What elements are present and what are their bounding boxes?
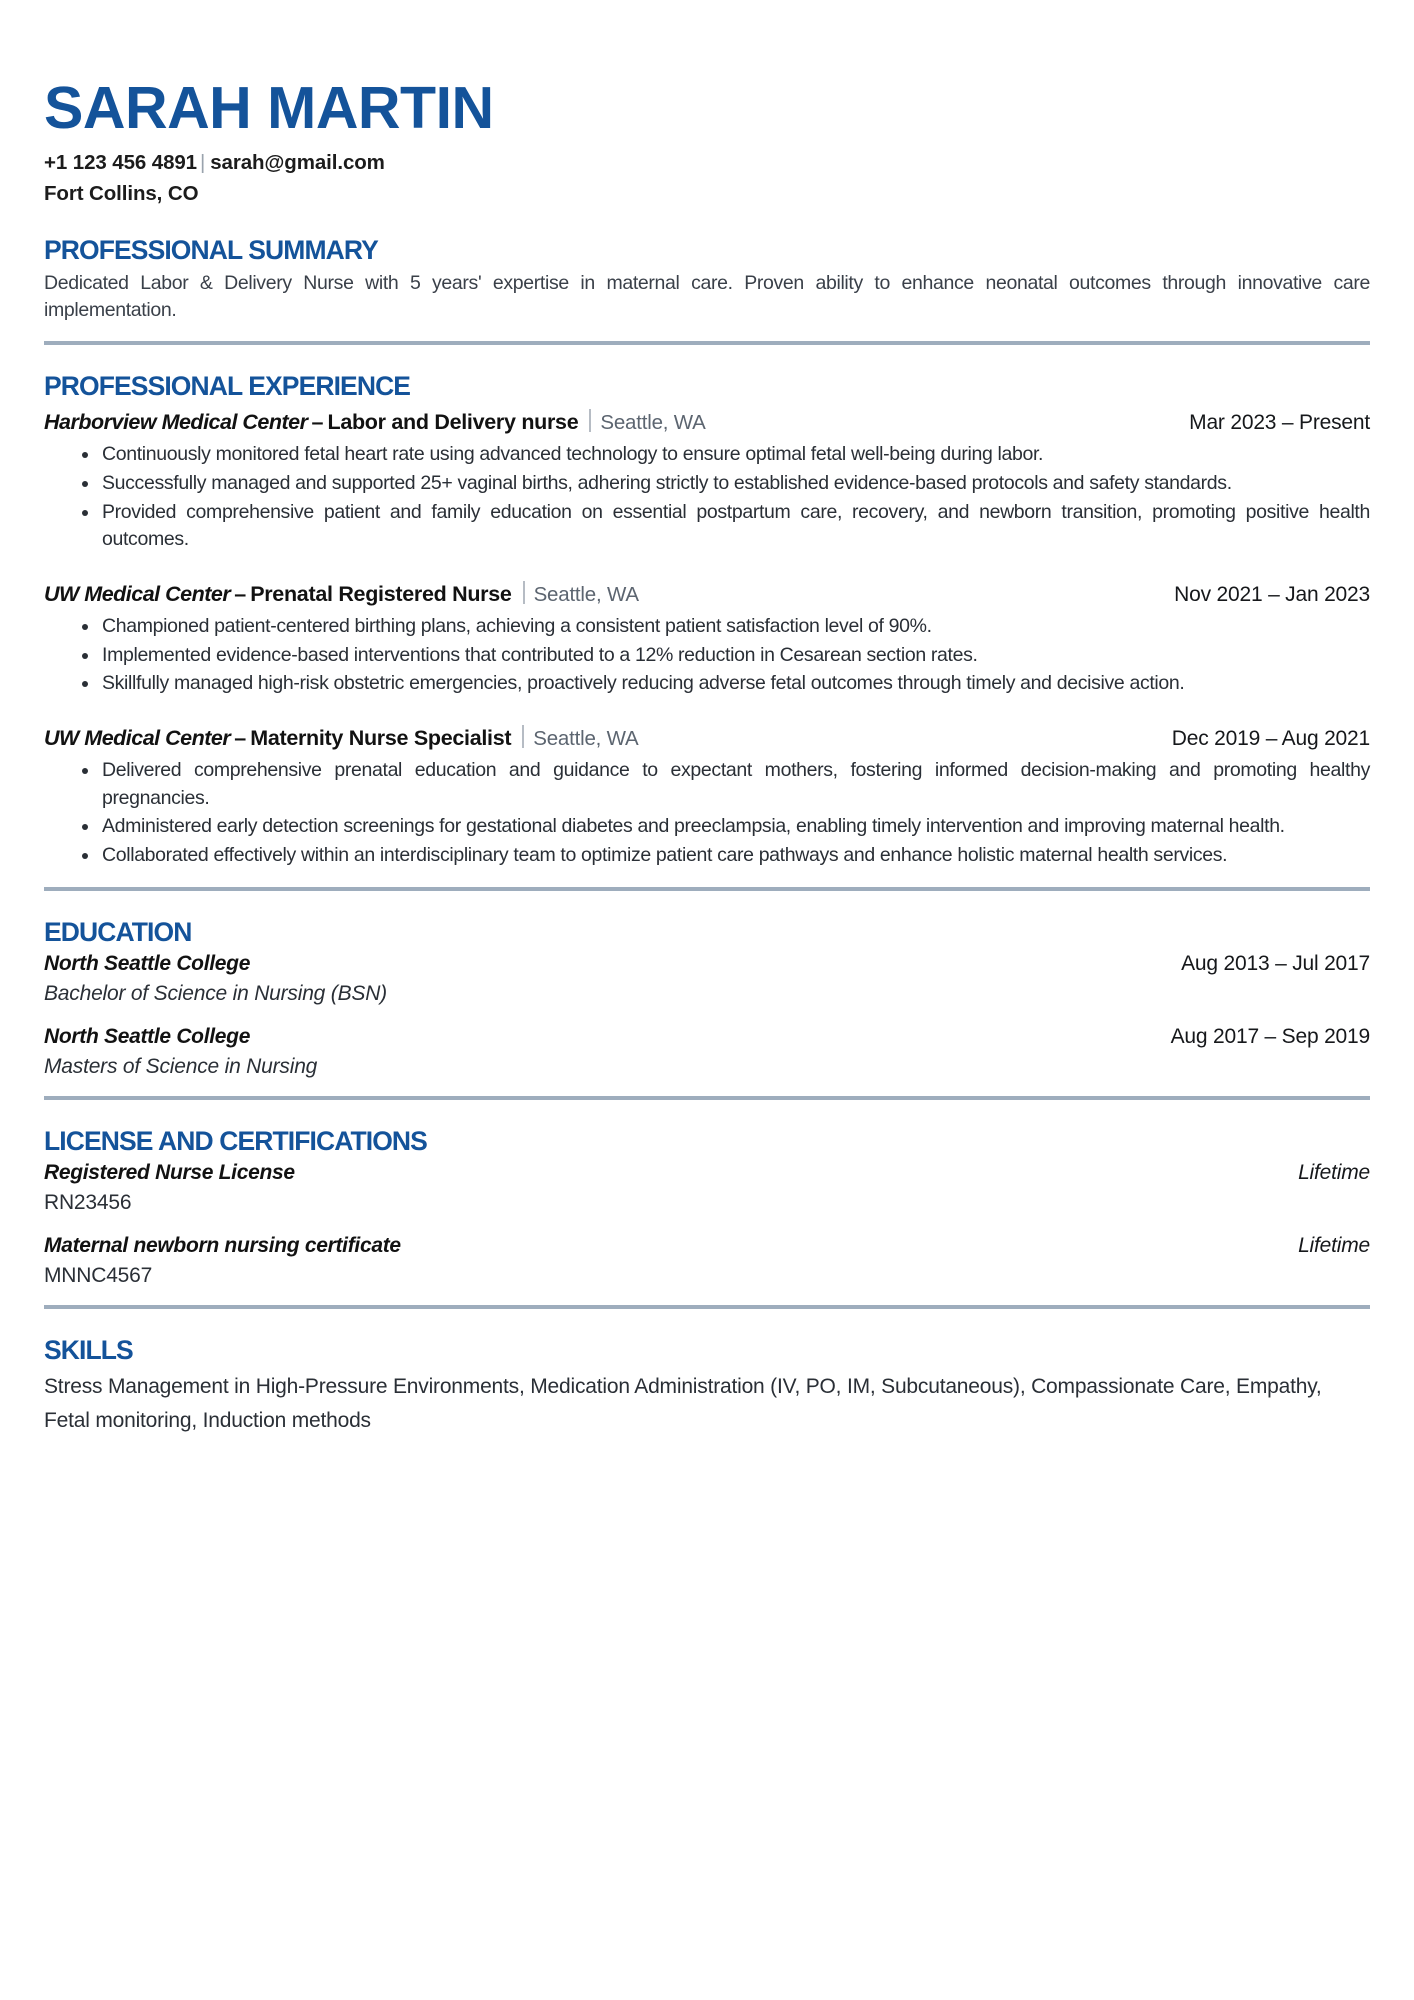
certification-entry (44, 1234, 1370, 1288)
job-bullet: Administered early detection screenings for gestational diabetes and preeclampsia, enabling timely intervention and improving maternal health. (80, 813, 1370, 841)
licenses-heading: LICENSE AND CERTIFICATIONS (44, 1125, 427, 1156)
job-role: Labor and Delivery nurse (327, 410, 579, 435)
certification-entry-header (44, 1234, 1370, 1258)
job-bullet: Skillfully managed high-risk obstetric emergencies, proactively reducing adverse fetal outcomes through timely and decisive action. (80, 670, 1370, 698)
school-name: North Seattle College (44, 951, 251, 975)
job-date: Dec 2019 – Aug 2021 (1171, 727, 1370, 751)
contact-separator: | (199, 150, 206, 174)
education-entry (44, 952, 1370, 1006)
job-location: Seattle, WA (533, 583, 639, 606)
divider (44, 887, 1370, 891)
divider (44, 341, 1370, 345)
location-text: Fort Collins, CO (44, 181, 199, 205)
experience-entry-title-group (44, 406, 1171, 435)
job-bullet-list (44, 613, 1370, 698)
skills-heading: SKILLS (44, 1334, 133, 1365)
job-date: Mar 2023 – Present (1189, 411, 1370, 435)
job-bullet: Successfully managed and supported 25+ vaginal births, adhering strictly to established evidence-based protocols and safety standards. (80, 470, 1370, 498)
resume-header (44, 75, 1370, 209)
job-bullet-list (44, 757, 1370, 870)
certification-id: MNNC4567 (44, 1263, 153, 1287)
phone-text: +1 123 456 4891 (44, 150, 197, 174)
certification-validity: Lifetime (1298, 1233, 1370, 1257)
job-bullet-list (44, 441, 1370, 554)
job-role: Prenatal Registered Nurse (250, 582, 512, 606)
title-dash: – (234, 582, 247, 606)
degree-name: Bachelor of Science in Nursing (BSN) (44, 981, 387, 1005)
education-entry-header (44, 1025, 1370, 1049)
email-text: sarah@gmail.com (210, 150, 385, 174)
section-skills (44, 1335, 1370, 1438)
job-bullet: Continuously monitored fetal heart rate using advanced technology to ensure optimal fetal well-being during labor. (80, 441, 1370, 469)
experience-entry (44, 406, 1370, 554)
certification-name: Registered Nurse License (44, 1160, 295, 1184)
vertical-separator-icon (589, 409, 591, 432)
divider (44, 1096, 1370, 1100)
job-bullet: Implemented evidence-based interventions that contributed to a 12% reduction in Cesarean section rates. (80, 642, 1370, 670)
section-license-certifications (44, 1126, 1370, 1309)
job-bullet: Provided comprehensive patient and family education on essential postpartum care, recovery, and newborn transition, promoting positive health outcomes. (80, 499, 1370, 554)
title-dash: – (311, 410, 324, 435)
section-education (44, 917, 1370, 1100)
certification-entry (44, 1161, 1370, 1215)
section-professional-experience (44, 371, 1370, 891)
contact-line (44, 148, 1370, 179)
vertical-separator-icon (523, 581, 525, 604)
job-role: Maternity Nurse Specialist (250, 726, 512, 751)
certification-validity: Lifetime (1298, 1160, 1370, 1184)
vertical-separator-icon (522, 725, 524, 748)
experience-entry-title-group (44, 578, 1156, 607)
school-name: North Seattle College (44, 1024, 251, 1048)
education-entry-header (44, 952, 1370, 976)
certification-id: RN23456 (44, 1190, 132, 1214)
education-heading: EDUCATION (44, 916, 192, 947)
job-location: Seattle, WA (533, 727, 639, 751)
degree-name: Masters of Science in Nursing (44, 1054, 318, 1078)
title-dash: – (234, 726, 247, 751)
job-bullet: Championed patient-centered birthing plans, achieving a consistent patient satisfaction level of 90%. (80, 613, 1370, 641)
experience-entry-header (44, 578, 1370, 607)
summary-text: Dedicated Labor & Delivery Nurse with 5 years' expertise in maternal care. Proven ability to enhance neonatal outcomes through innovative care implementation. (44, 272, 1370, 322)
summary-heading: PROFESSIONAL SUMMARY (44, 235, 378, 266)
education-date: Aug 2013 – Jul 2017 (1181, 951, 1370, 975)
experience-entry (44, 578, 1370, 698)
candidate-name: SARAH MARTIN (44, 75, 494, 141)
company-name: UW Medical Center (44, 726, 231, 751)
job-bullet: Delivered comprehensive prenatal education and guidance to expectant mothers, fostering informed decision-making and promoting healthy pregnancies. (80, 757, 1370, 812)
job-location: Seattle, WA (600, 411, 706, 435)
experience-heading: PROFESSIONAL EXPERIENCE (44, 371, 411, 402)
education-date: Aug 2017 – Sep 2019 (1170, 1024, 1370, 1048)
experience-entry-header (44, 406, 1370, 435)
education-entry (44, 1025, 1370, 1079)
company-name: UW Medical Center (44, 582, 231, 606)
divider (44, 1305, 1370, 1309)
job-bullet: Collaborated effectively within an interdisciplinary team to optimize patient care pathways and enhance holistic maternal health services. (80, 842, 1370, 870)
skills-text: Stress Management in High-Pressure Environments, Medication Administration (IV, PO, IM, Subcutaneous), Compassionate Care, Empathy, Fetal monitoring, Induction methods (44, 1374, 1322, 1432)
company-name: Harborview Medical Center (44, 410, 308, 435)
section-professional-summary (44, 235, 1370, 345)
certification-entry-header (44, 1161, 1370, 1185)
job-date: Nov 2021 – Jan 2023 (1174, 583, 1370, 606)
experience-entry-header (44, 722, 1370, 751)
certification-name: Maternal newborn nursing certificate (44, 1233, 401, 1257)
experience-entry (44, 722, 1370, 870)
experience-entry-title-group (44, 722, 1154, 751)
